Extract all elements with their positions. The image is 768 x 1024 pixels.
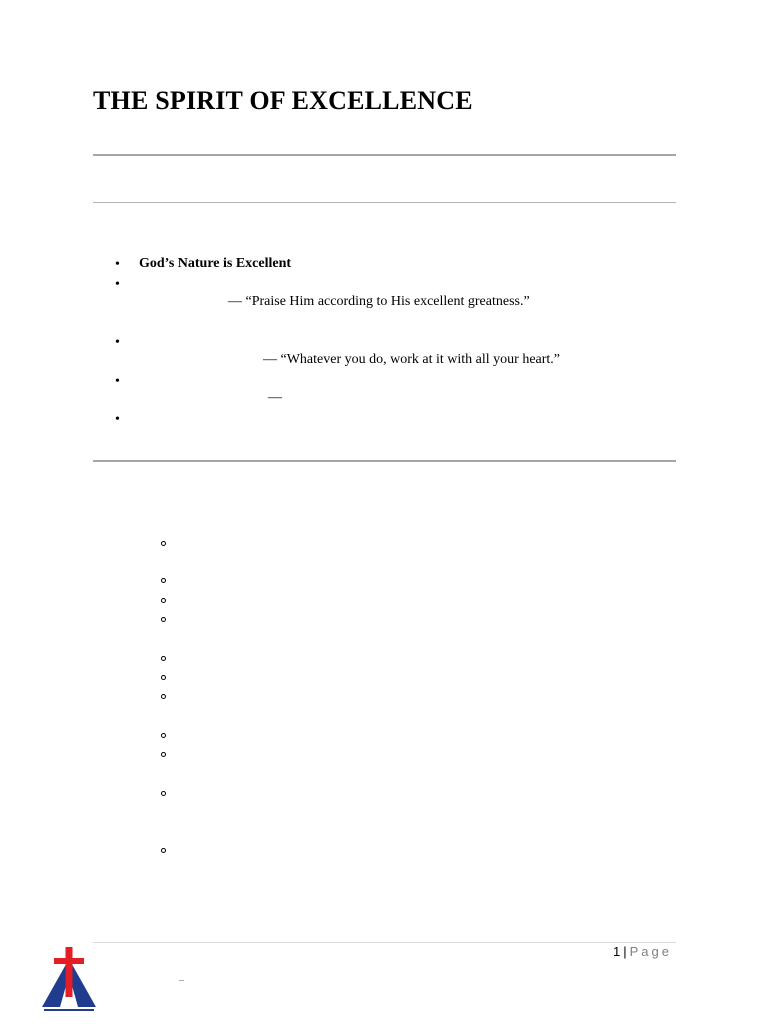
sub-bullet-marker (161, 541, 166, 546)
page-label: Page (629, 944, 672, 959)
bullet-marker: • (115, 277, 120, 292)
divider (93, 460, 676, 462)
scripture-quote: — “Praise Him according to His excellent greatness.” (228, 294, 530, 309)
sub-bullet-marker (161, 848, 166, 853)
list-item: God’s Nature is Excellent (139, 256, 292, 271)
divider (93, 202, 676, 203)
footer-divider (93, 942, 676, 943)
sub-bullet-marker (161, 656, 166, 661)
bullet-marker: • (115, 374, 120, 389)
sub-bullet-marker (161, 733, 166, 738)
cross-triangle-logo-icon (40, 945, 98, 1015)
divider (93, 154, 676, 156)
sub-bullet-marker (161, 694, 166, 699)
page-separator: | (623, 944, 627, 959)
sub-bullet-marker (161, 617, 166, 622)
bullet-marker: • (115, 335, 120, 350)
page-title: THE SPIRIT OF EXCELLENCE (93, 86, 473, 115)
sub-bullet-marker (161, 598, 166, 603)
bullet-marker: • (115, 257, 120, 272)
scripture-quote: — (268, 390, 282, 405)
page-number-value: 1 (613, 944, 621, 959)
sub-bullet-marker (161, 675, 166, 680)
sub-bullet-marker (161, 791, 166, 796)
sub-bullet-marker (161, 752, 166, 757)
scripture-quote: — “Whatever you do, work at it with all your heart.” (263, 352, 561, 367)
footer-dash: – (179, 975, 184, 986)
page-number (613, 944, 672, 959)
bullet-marker: • (115, 412, 120, 427)
sub-bullet-marker (161, 578, 166, 583)
